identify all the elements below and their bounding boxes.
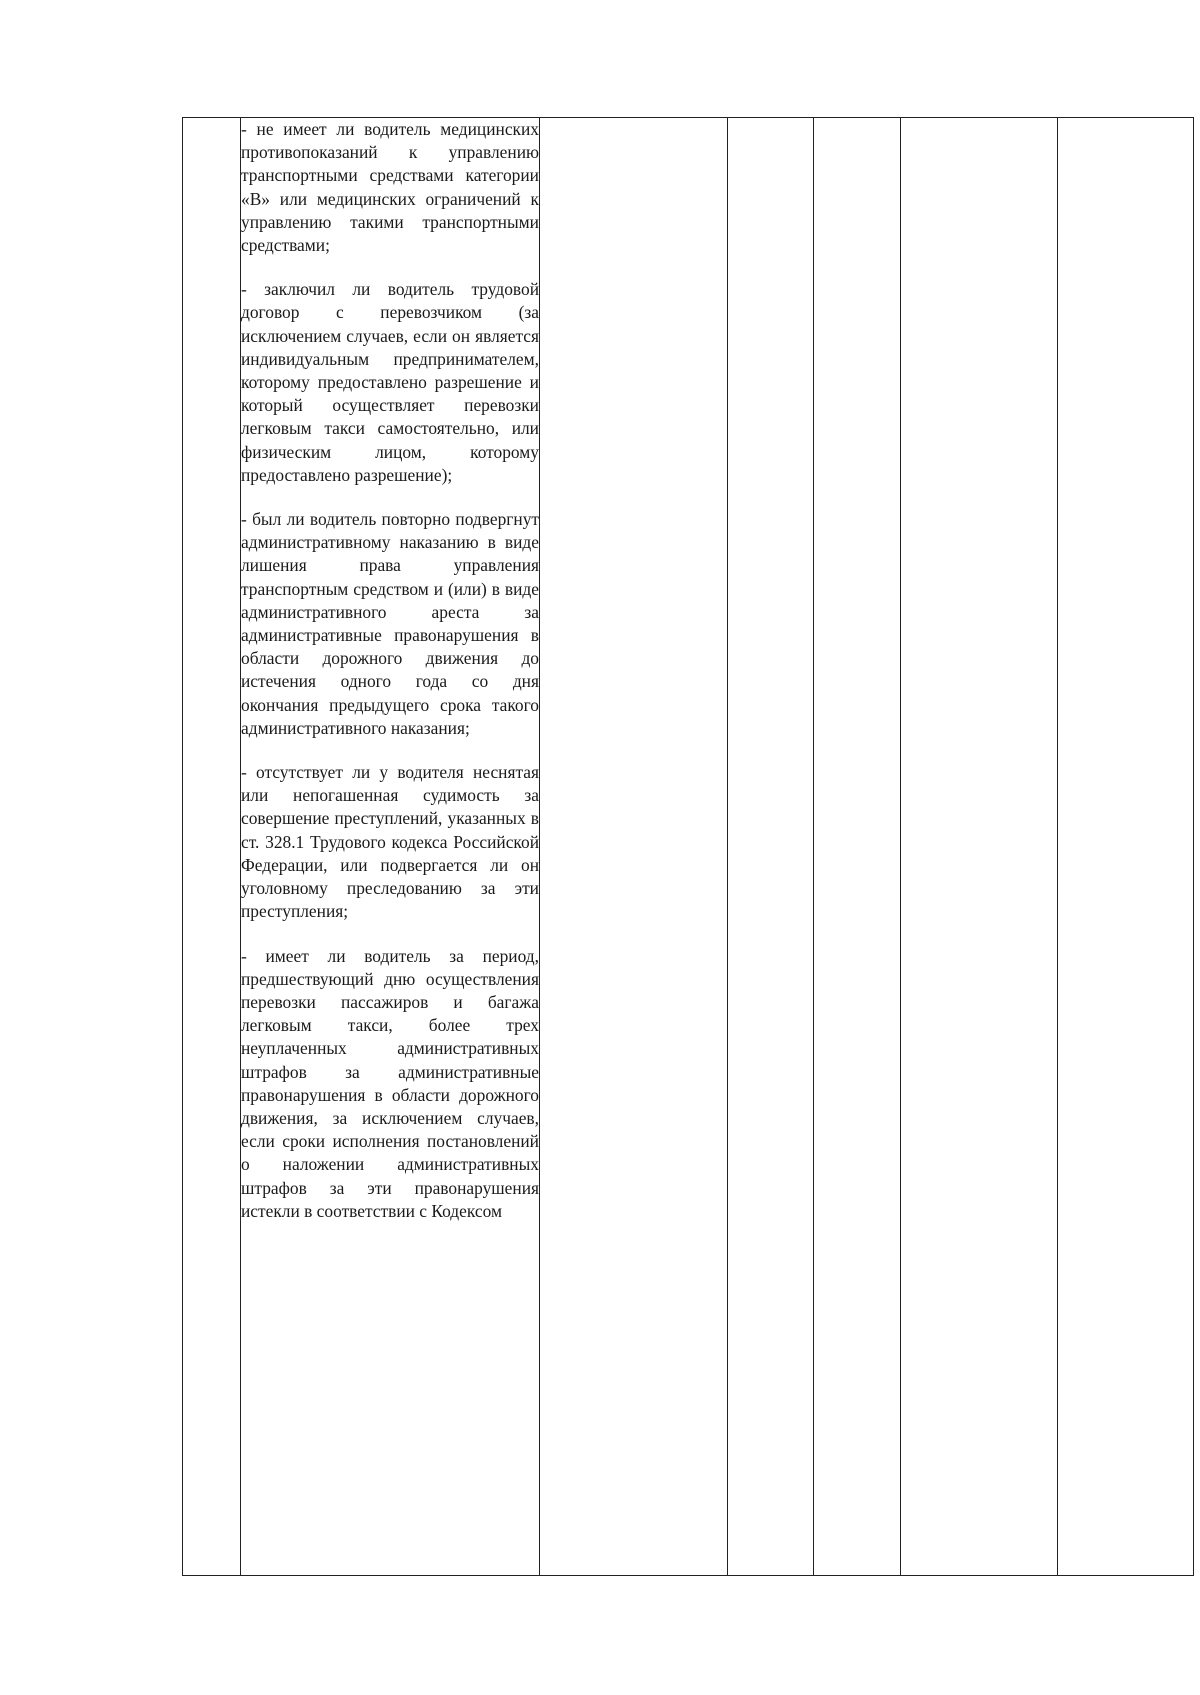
empty-cell-4 [728,118,814,1576]
number-cell [183,118,241,1576]
paragraph-criminal-record: - отсутствует ли у водителя неснятая или непогашенная судимость за совершение преступлений, указанных в ст. 328.1 Трудового кодекса Российской Федерации, или подвергается ли он уголовному преследованию за эти преступления; [241,762,539,922]
empty-cell-6 [901,118,1058,1576]
paragraph-medical: - не имеет ли водитель медицинских противопоказаний к управлению транспортными средствами категории «В» или медицинских ограничений к управлению такими транспортными средствами; [241,119,539,256]
empty-cell-7 [1058,118,1194,1576]
paragraph-unpaid-fines: - имеет ли водитель за период, предшествующий дню осуществления перевозки пассажиров и багажа легковым такси, более трех неуплаченных административных штрафов за административные правонарушения в области дорожного движения, за исключением случаев, если сроки исполнения постановлений о наложении административных штрафов за эти правонарушения истекли в соответствии с Кодексом [241,945,539,1221]
question-cell [241,118,540,1576]
paragraph-labor-contract: - заключил ли водитель трудовой договор с перевозчиком (за исключением случаев, если он является индивидуальным предпринимателем, которому предоставлено разрешение и который осуществляет перевозки легковым такси самостоятельно, или физическим лицом, которому предоставлено разрешение); [241,279,539,485]
paragraph-repeated-penalty: - был ли водитель повторно подвергнут административному наказанию в виде лишения права управления транспортным средством и (или) в виде административного ареста за административные правонарушения в области дорожного движения до истечения одного года со дня окончания предыдущего срока такого административного наказания; [241,509,539,738]
empty-cell-5 [814,118,901,1576]
empty-cell-3 [540,118,728,1576]
checklist-table [182,117,1194,1576]
table-row [183,118,1194,1576]
